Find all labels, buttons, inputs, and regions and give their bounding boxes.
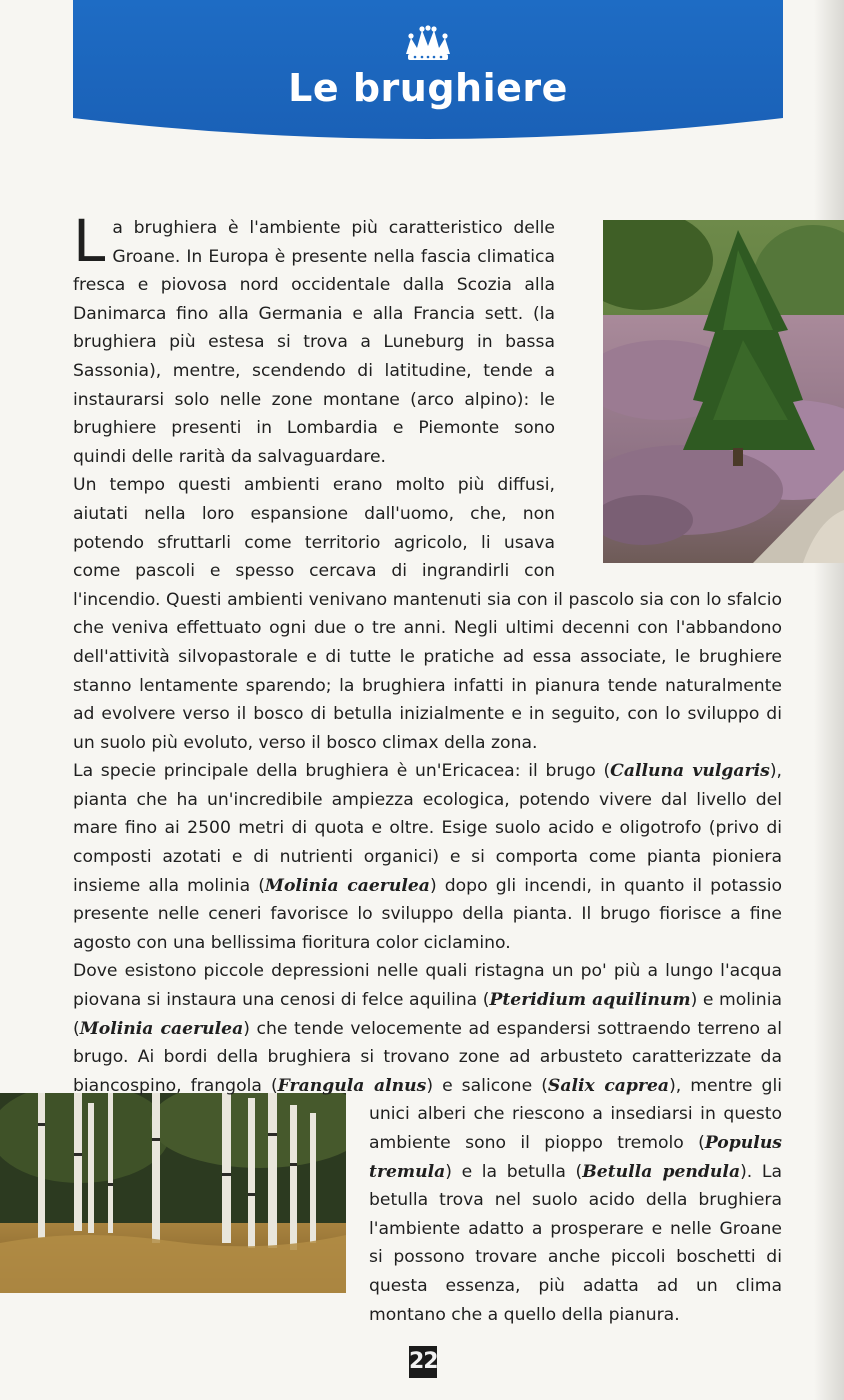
species-name: Salix caprea: [547, 1075, 670, 1096]
page-gutter: [814, 0, 844, 1400]
page-title: Le brughiere: [288, 66, 568, 110]
species-name: Molinia caerulea: [79, 1018, 244, 1039]
paragraph-1: La brughiera è l'ambiente più caratteristico delle Groane. In Europa è presente nella fascia climatica fresca e piovosa nord occidentale dalla Scozia alla Danimarca fino alla Germania e alla Francia sett. (la brughiera più estesa si trova a Luneburg in bassa Sassonia), mentre, scendendo di latitudine, tende a instaurarsi solo nelle zone montane (arco alpino): le brughiere presenti in Lombardia e Piemonte sono quindi delle rarità da salvaguardare.: [73, 207, 555, 467]
species-name: Molinia caerulea: [264, 875, 430, 896]
paragraph-3: La specie principale della brughiera è un'Ericacea: il brugo (Calluna vulgaris), pianta che ha un'incredibile ampiezza ecologica, potendo vivere dal livello del mare fino ai 2500 metri di quota e oltre. Esige suolo acido e oligotrofo (privo di composti azotati e di nutrienti organici) e si comporta come pianta pioniera insieme alla molinia (Molinia caerulea) dopo gli incendi, in quanto il potassio presente nelle ceneri favorisce lo sviluppo della pianta. Il brugo fiorisce a fine agosto con una bellissima fioritura color ciclamino.: [73, 761, 782, 953]
species-name: Betulla pendula: [582, 1161, 741, 1182]
drop-cap: L: [73, 207, 106, 275]
species-name: Calluna vulgaris: [610, 761, 770, 782]
birch-photo-space: [73, 1100, 369, 1310]
paragraph-2: Un tempo questi ambienti erano molto più diffusi, aiutati nella loro espansione dall'uomo, che, non potendo sfruttarli come territorio agricolo, li usava come pascoli e spesso cercava di ingrandirli con l'incendio. Questi ambienti venivano mantenuti sia con il pascolo sia con lo sfalcio che veniva effettuato ogni due o tre anni. Negli ultimi decenni con l'abbandono dell'attività silvopastorale e di tutte le pratiche ad essa associate, le brughiere stanno lentamente sparendo; la brughiera infatti in pianura tende naturalmente ad evolvere verso il bosco di betulla inizialmente e in seguito, con lo sviluppo di un suolo più evoluto, verso il bosco climax della zona.: [73, 475, 782, 753]
heather-photo-space: [575, 214, 782, 566]
species-name: Frangula alnus: [277, 1075, 427, 1096]
paragraph-4: Dove esistono piccole depressioni nelle quali ristagna un po' più a lungo l'acqua piovana si instaura una cenosi di felce aquilina (Pteridium aquilinum) e molinia (Molinia caerulea) che tende velocemente ad espandersi sottraendo terreno al brugo. Ai bordi della brughiera si trovano zone ad arbusteto caratterizzate da biancospino, frangola (Frangula alnus) e salicone (Salix caprea ), mentre gli unici alberi che riescono a insediarsi in questo ambiente sono il pioppo tremolo (Populus tremula) e la betulla (Betulla pendula). La betulla trova nel suolo acido della brughiera l'ambiente adatto a prosperare e nelle Groane si possono trovare anche piccoli boschetti di questa essenza, più adatta ad un clima montano che a quello della pianura.: [73, 961, 783, 1325]
species-name: Pteridium aquilinum: [489, 990, 691, 1011]
page-number: 22: [409, 1346, 437, 1378]
article-body: [73, 207, 783, 1329]
species-name: Populus tremula: [369, 1133, 782, 1182]
crown-icon: [403, 24, 453, 68]
